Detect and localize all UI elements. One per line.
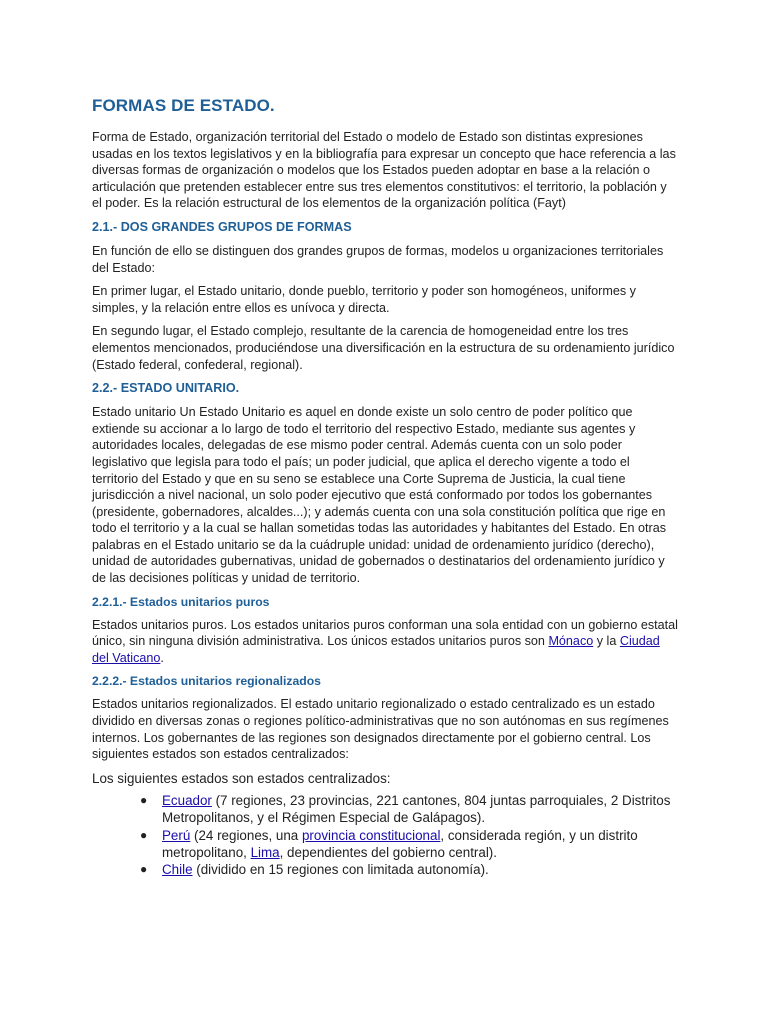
bullet-icon: ● bbox=[140, 827, 148, 842]
list-item-text: (dividido en 15 regiones con limitada autonomía). bbox=[192, 862, 489, 878]
intro-paragraph: Forma de Estado, organización territorial del Estado o modelo de Estado son distintas expresiones usadas en los textos legislativos y en la bibliografía para expresar un concepto que hace referencia a las diversas formas de organización o modelos que los Estados pueden adoptar en base a la relación o articulación que pretenden establecer entre sus tres elementos constitutivos: el territorio, la población y el poder. Es la relación estructural de los elementos de la organización política (Fayt) bbox=[92, 130, 676, 211]
section-2-1-paragraph-2: En primer lugar, el Estado unitario, donde pueblo, territorio y poder son homogéneos, uniformes y simples, y la relación entre ellos es unívoca y directa. bbox=[92, 284, 636, 315]
link-peru[interactable]: Perú bbox=[162, 827, 191, 843]
section-heading-2-2-2: 2.2.2.- Estados unitarios regionalizados bbox=[92, 674, 321, 689]
link-lima[interactable]: Lima bbox=[250, 845, 280, 861]
section-heading-2-2: 2.2.- ESTADO UNITARIO. bbox=[92, 381, 240, 396]
section-2-1-paragraph-3: En segundo lugar, el Estado complejo, resultante de la carencia de homogeneidad entre los tres elementos mencionados, produciéndose una diversificación en la estructura de su ordenamiento jurídico (Estado federal, confederal, regional). bbox=[92, 324, 675, 372]
bullet-icon: ● bbox=[140, 792, 148, 807]
link-chile[interactable]: Chile bbox=[162, 862, 193, 878]
paragraph-text: Estados unitarios puros. Los estados unitarios puros conforman una sola entidad con un gobierno estatal único, sin ninguna división administrativa. Los únicos estados unitarios puros son bbox=[92, 617, 678, 649]
section-heading-2-1: 2.1.- DOS GRANDES GRUPOS DE FORMAS bbox=[92, 219, 352, 234]
list-item-peru bbox=[140, 827, 678, 862]
section-2-2-1-paragraph bbox=[92, 617, 678, 667]
section-heading-2-2-1: 2.2.1.- Estados unitarios puros bbox=[92, 594, 270, 609]
list-item-text: (7 regiones, 23 provincias, 221 cantones, 804 juntas parroquiales, 2 Distritos Metropolitanos, y el Régimen Especial de Galápagos). bbox=[162, 792, 671, 826]
list-lead-text: Los siguientes estados son estados centralizados: bbox=[92, 770, 391, 786]
link-ecuador[interactable]: Ecuador bbox=[162, 792, 212, 808]
link-monaco[interactable]: Mónaco bbox=[548, 634, 594, 649]
list-item-ecuador bbox=[140, 792, 678, 827]
page-title: FORMAS DE ESTADO. bbox=[92, 96, 275, 115]
document-content bbox=[92, 96, 678, 879]
list-item-text: , dependientes del gobierno central). bbox=[279, 845, 497, 861]
list-item-text: , considerada región, y un distrito metropolitano, bbox=[162, 827, 638, 861]
list-item-text: (24 regiones, una bbox=[190, 827, 302, 843]
link-provincia-constitucional[interactable]: provincia constitucional bbox=[301, 827, 441, 843]
section-2-2-2-paragraph: Estados unitarios regionalizados. El estado unitario regionalizado o estado centralizado es un estado dividido en diversas zonas o regiones político-administrativas que no son autónomas en sus regímenes internos. Los gobernantes de las regiones son designados directamente por el gobierno central. Los siguientes estados son estados centralizados: bbox=[92, 697, 669, 762]
section-2-2-paragraph: Estado unitario Un Estado Unitario es aquel en donde existe un solo centro de poder político que extiende su accionar a lo largo de todo el territorio del respectivo Estado, mediante sus agentes y autoridades locales, delegadas de ese mismo poder central. Además cuenta con un solo poder legislativo que legisla para todo el país; un poder judicial, que aplica el derecho vigente a todo el territorio del Estado y que en su seno se establece una Corte Suprema de Justicia, la cual tiene jurisdicción a nivel nacional, un solo poder ejecutivo que está conformado por todos los gobernantes (presidente, gobernadores, alcaldes...); y además cuenta con una sola constitución política que rige en todo el territorio y a la cual se hallan sometidas todas las autoridades y habitantes del Estado. En otras palabras en el Estado unitario se da la cuádruple unidad: unidad de ordenamiento jurídico (derecho), unidad de autoridades gubernativas, unidad de gobernados o destinatarios del ordenamiento jurídico y de las decisiones políticas y unidad de territorio. bbox=[92, 405, 667, 586]
list-item-chile bbox=[140, 861, 678, 878]
centralized-states-list bbox=[92, 792, 678, 879]
link-ciudad-del-vaticano[interactable]: Ciudad del Vaticano bbox=[92, 634, 660, 665]
section-2-1-paragraph-1: En función de ello se distinguen dos grandes grupos de formas, modelos u organizaciones territoriales del Estado: bbox=[92, 243, 664, 275]
bullet-icon: ● bbox=[140, 862, 148, 877]
paragraph-text: . bbox=[160, 650, 164, 665]
paragraph-text: y la bbox=[593, 634, 620, 649]
